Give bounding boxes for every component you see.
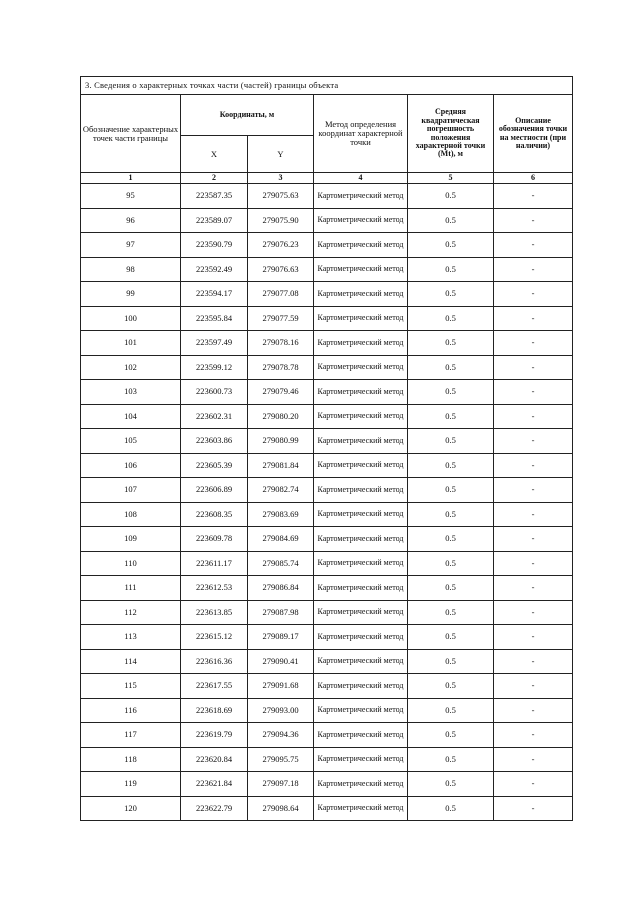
point-cell: 120 [81, 796, 181, 821]
point-cell: 118 [81, 747, 181, 772]
description-cell: - [494, 600, 573, 625]
x-coordinate-cell: 223619.79 [181, 723, 248, 748]
point-cell: 112 [81, 600, 181, 625]
y-coordinate-cell: 279098.64 [248, 796, 314, 821]
method-cell: Картометрический метод [314, 600, 408, 625]
column-number: 3 [248, 173, 314, 184]
method-cell: Картометрический метод [314, 306, 408, 331]
description-cell: - [494, 551, 573, 576]
x-coordinate-cell: 223615.12 [181, 625, 248, 650]
point-cell: 108 [81, 502, 181, 527]
point-cell: 115 [81, 674, 181, 699]
point-cell: 98 [81, 257, 181, 282]
description-cell: - [494, 233, 573, 258]
header-designation: Обозначение характерных точек части границы [81, 95, 181, 173]
description-cell: - [494, 625, 573, 650]
column-number: 5 [408, 173, 494, 184]
x-coordinate-cell: 223602.31 [181, 404, 248, 429]
method-cell: Картометрический метод [314, 527, 408, 552]
y-coordinate-cell: 279090.41 [248, 649, 314, 674]
point-cell: 105 [81, 429, 181, 454]
y-coordinate-cell: 279080.99 [248, 429, 314, 454]
error-cell: 0.5 [408, 282, 494, 307]
x-coordinate-cell: 223609.78 [181, 527, 248, 552]
method-cell: Картометрический метод [314, 331, 408, 356]
point-cell: 104 [81, 404, 181, 429]
table-row [81, 723, 573, 748]
method-cell: Картометрический метод [314, 380, 408, 405]
table-row [81, 331, 573, 356]
table-row [81, 576, 573, 601]
y-coordinate-cell: 279078.16 [248, 331, 314, 356]
y-coordinate-cell: 279079.46 [248, 380, 314, 405]
error-cell: 0.5 [408, 698, 494, 723]
description-cell: - [494, 331, 573, 356]
error-cell: 0.5 [408, 208, 494, 233]
description-cell: - [494, 429, 573, 454]
table-row [81, 355, 573, 380]
y-coordinate-cell: 279076.63 [248, 257, 314, 282]
y-coordinate-cell: 279077.59 [248, 306, 314, 331]
point-cell: 95 [81, 184, 181, 209]
error-cell: 0.5 [408, 625, 494, 650]
point-cell: 114 [81, 649, 181, 674]
y-coordinate-cell: 279085.74 [248, 551, 314, 576]
y-coordinate-cell: 279089.17 [248, 625, 314, 650]
point-cell: 116 [81, 698, 181, 723]
x-coordinate-cell: 223617.55 [181, 674, 248, 699]
point-cell: 102 [81, 355, 181, 380]
table-row [81, 282, 573, 307]
method-cell: Картометрический метод [314, 184, 408, 209]
error-cell: 0.5 [408, 551, 494, 576]
description-cell: - [494, 208, 573, 233]
method-cell: Картометрический метод [314, 649, 408, 674]
x-coordinate-cell: 223600.73 [181, 380, 248, 405]
table-row [81, 649, 573, 674]
point-cell: 111 [81, 576, 181, 601]
method-cell: Картометрический метод [314, 429, 408, 454]
header-description: Описание обозначения точки на местности (при наличии) [494, 95, 573, 173]
x-coordinate-cell: 223592.49 [181, 257, 248, 282]
x-coordinate-cell: 223618.69 [181, 698, 248, 723]
column-number: 1 [81, 173, 181, 184]
method-cell: Картометрический метод [314, 576, 408, 601]
description-cell: - [494, 527, 573, 552]
y-coordinate-cell: 279095.75 [248, 747, 314, 772]
description-cell: - [494, 796, 573, 821]
error-cell: 0.5 [408, 478, 494, 503]
description-cell: - [494, 674, 573, 699]
x-coordinate-cell: 223605.39 [181, 453, 248, 478]
description-cell: - [494, 723, 573, 748]
column-number: 4 [314, 173, 408, 184]
method-cell: Картометрический метод [314, 453, 408, 478]
y-coordinate-cell: 279087.98 [248, 600, 314, 625]
y-coordinate-cell: 279077.08 [248, 282, 314, 307]
y-coordinate-cell: 279078.78 [248, 355, 314, 380]
table-row [81, 625, 573, 650]
table-row [81, 404, 573, 429]
y-coordinate-cell: 279091.68 [248, 674, 314, 699]
description-cell: - [494, 355, 573, 380]
x-coordinate-cell: 223616.36 [181, 649, 248, 674]
point-cell: 119 [81, 772, 181, 797]
y-coordinate-cell: 279094.36 [248, 723, 314, 748]
description-cell: - [494, 282, 573, 307]
error-cell: 0.5 [408, 600, 494, 625]
y-coordinate-cell: 279084.69 [248, 527, 314, 552]
section-title: 3. Сведения о характерных точках части (частей) границы объекта [81, 77, 573, 95]
error-cell: 0.5 [408, 674, 494, 699]
description-cell: - [494, 478, 573, 503]
method-cell: Картометрический метод [314, 698, 408, 723]
table-body [81, 184, 573, 821]
method-cell: Картометрический метод [314, 723, 408, 748]
y-coordinate-cell: 279086.84 [248, 576, 314, 601]
description-cell: - [494, 772, 573, 797]
description-cell: - [494, 576, 573, 601]
point-cell: 110 [81, 551, 181, 576]
table-row [81, 208, 573, 233]
point-cell: 97 [81, 233, 181, 258]
y-coordinate-cell: 279075.63 [248, 184, 314, 209]
table-row [81, 796, 573, 821]
table-row [81, 772, 573, 797]
y-coordinate-cell: 279076.23 [248, 233, 314, 258]
description-cell: - [494, 257, 573, 282]
x-coordinate-cell: 223595.84 [181, 306, 248, 331]
y-coordinate-cell: 279080.20 [248, 404, 314, 429]
table-row [81, 257, 573, 282]
boundary-points-table [80, 76, 573, 821]
error-cell: 0.5 [408, 796, 494, 821]
error-cell: 0.5 [408, 257, 494, 282]
x-coordinate-cell: 223589.07 [181, 208, 248, 233]
header-coordinates: Координаты, м [181, 95, 314, 136]
y-coordinate-cell: 279097.18 [248, 772, 314, 797]
header-error: Средняя квадратическая погрешность положения характерной точки (Mt), м [408, 95, 494, 173]
x-coordinate-cell: 223590.79 [181, 233, 248, 258]
x-coordinate-cell: 223613.85 [181, 600, 248, 625]
point-cell: 117 [81, 723, 181, 748]
header-method: Метод определения координат характерной точки [314, 95, 408, 173]
x-coordinate-cell: 223611.17 [181, 551, 248, 576]
point-cell: 109 [81, 527, 181, 552]
description-cell: - [494, 698, 573, 723]
x-coordinate-cell: 223603.86 [181, 429, 248, 454]
x-coordinate-cell: 223599.12 [181, 355, 248, 380]
x-coordinate-cell: 223597.49 [181, 331, 248, 356]
header-x: X [181, 136, 248, 173]
point-cell: 101 [81, 331, 181, 356]
point-cell: 96 [81, 208, 181, 233]
error-cell: 0.5 [408, 747, 494, 772]
x-coordinate-cell: 223594.17 [181, 282, 248, 307]
x-coordinate-cell: 223622.79 [181, 796, 248, 821]
y-coordinate-cell: 279081.84 [248, 453, 314, 478]
point-cell: 113 [81, 625, 181, 650]
error-cell: 0.5 [408, 723, 494, 748]
table-row [81, 453, 573, 478]
error-cell: 0.5 [408, 306, 494, 331]
description-cell: - [494, 306, 573, 331]
method-cell: Картометрический метод [314, 355, 408, 380]
column-number: 2 [181, 173, 248, 184]
method-cell: Картометрический метод [314, 282, 408, 307]
point-cell: 100 [81, 306, 181, 331]
error-cell: 0.5 [408, 233, 494, 258]
x-coordinate-cell: 223606.89 [181, 478, 248, 503]
header-y: Y [248, 136, 314, 173]
description-cell: - [494, 380, 573, 405]
method-cell: Картометрический метод [314, 404, 408, 429]
method-cell: Картометрический метод [314, 233, 408, 258]
table-row [81, 502, 573, 527]
error-cell: 0.5 [408, 331, 494, 356]
description-cell: - [494, 649, 573, 674]
table-row [81, 306, 573, 331]
table-row [81, 747, 573, 772]
error-cell: 0.5 [408, 184, 494, 209]
method-cell: Картометрический метод [314, 625, 408, 650]
x-coordinate-cell: 223621.84 [181, 772, 248, 797]
y-coordinate-cell: 279093.00 [248, 698, 314, 723]
table-row [81, 184, 573, 209]
error-cell: 0.5 [408, 772, 494, 797]
method-cell: Картометрический метод [314, 478, 408, 503]
column-number: 6 [494, 173, 573, 184]
method-cell: Картометрический метод [314, 674, 408, 699]
description-cell: - [494, 502, 573, 527]
error-cell: 0.5 [408, 429, 494, 454]
description-cell: - [494, 404, 573, 429]
table-row [81, 478, 573, 503]
table-row [81, 527, 573, 552]
description-cell: - [494, 453, 573, 478]
table-row [81, 380, 573, 405]
error-cell: 0.5 [408, 502, 494, 527]
table-row [81, 429, 573, 454]
table-row [81, 674, 573, 699]
method-cell: Картометрический метод [314, 502, 408, 527]
error-cell: 0.5 [408, 404, 494, 429]
y-coordinate-cell: 279082.74 [248, 478, 314, 503]
error-cell: 0.5 [408, 453, 494, 478]
error-cell: 0.5 [408, 649, 494, 674]
x-coordinate-cell: 223620.84 [181, 747, 248, 772]
error-cell: 0.5 [408, 576, 494, 601]
method-cell: Картометрический метод [314, 208, 408, 233]
table-row [81, 600, 573, 625]
point-cell: 99 [81, 282, 181, 307]
table-row [81, 551, 573, 576]
description-cell: - [494, 184, 573, 209]
method-cell: Картометрический метод [314, 796, 408, 821]
error-cell: 0.5 [408, 380, 494, 405]
y-coordinate-cell: 279083.69 [248, 502, 314, 527]
method-cell: Картометрический метод [314, 747, 408, 772]
x-coordinate-cell: 223587.35 [181, 184, 248, 209]
method-cell: Картометрический метод [314, 772, 408, 797]
x-coordinate-cell: 223608.35 [181, 502, 248, 527]
point-cell: 107 [81, 478, 181, 503]
error-cell: 0.5 [408, 355, 494, 380]
method-cell: Картометрический метод [314, 551, 408, 576]
method-cell: Картометрический метод [314, 257, 408, 282]
x-coordinate-cell: 223612.53 [181, 576, 248, 601]
table-row [81, 698, 573, 723]
y-coordinate-cell: 279075.90 [248, 208, 314, 233]
description-cell: - [494, 747, 573, 772]
point-cell: 103 [81, 380, 181, 405]
table-row [81, 233, 573, 258]
error-cell: 0.5 [408, 527, 494, 552]
point-cell: 106 [81, 453, 181, 478]
